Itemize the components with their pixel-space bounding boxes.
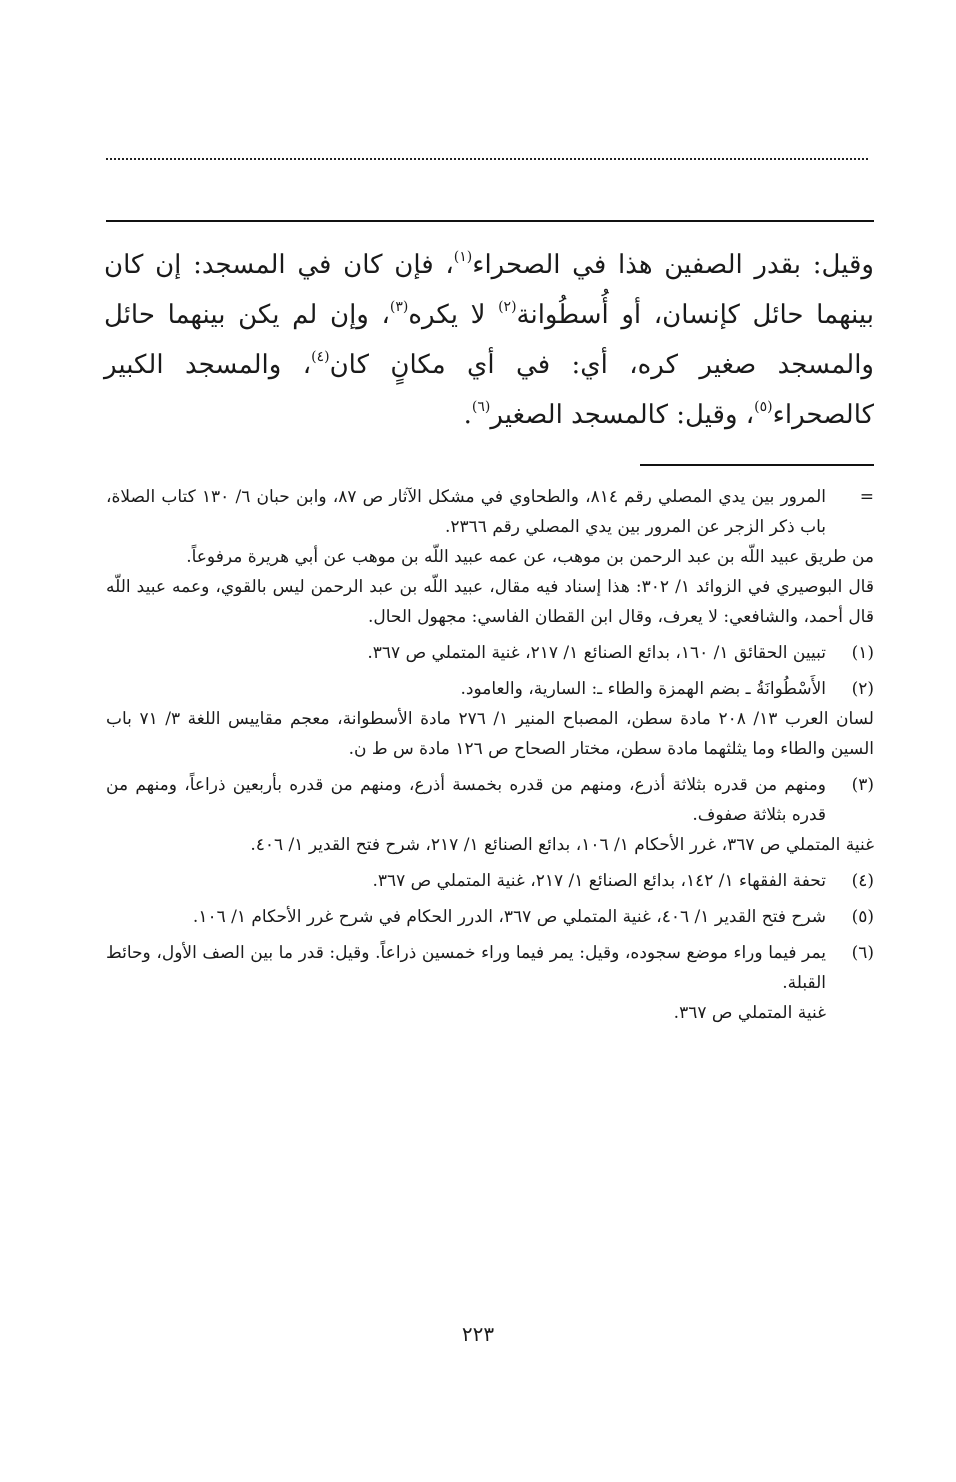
main-text-part: ، وقيل: كالمسجد الصغير [490, 400, 755, 430]
footnote-number: (٦) [851, 943, 874, 963]
main-text-part: ، فإن كان في المسجد: إن كان بينهما حائل كإنسان، أو أُسطُوانة [104, 250, 874, 330]
footnote-text: المرور بين يدي المصلي رقم ٨١٤، والطحاوي في مشكل الآثار ص ٨٧، وابن حبان ٦/ ١٣٠ كتاب الصلاة، باب ذكر الزجر عن المرور بين يدي المصلي رقم ٢٣٦٦. [106, 487, 826, 537]
main-text-part: وقيل: بقدر الصفين هذا في الصحراء [472, 250, 874, 280]
footnote-number: (٢) [851, 679, 874, 699]
footnote-text: لسان العرب ١٣/ ٢٠٨ مادة سطن، المصباح المنير ١/ ٢٧٦ مادة الأسطوانة، معجم مقاييس اللغة ٣/ ٧١ باب السين والطاء وما يثلثهما مادة سطن، مختار الصحاح ص ١٢٦ مادة س ط ن. [106, 709, 874, 759]
footnote-ref-3: (٣) [389, 299, 409, 315]
footnote-ref-4: (٤) [311, 349, 330, 365]
main-text-part: ، والمسجد الكبير كالصحراء [104, 350, 874, 430]
footnote-ref-2: (٢) [498, 299, 517, 315]
footnote-4 [106, 866, 874, 896]
footnotes [106, 482, 874, 1034]
main-text-part: ، وإن لم يكن بينهما حائل والمسجد صغير كره، أي: في أي مكانٍ كان [104, 300, 874, 380]
footnote-3 [106, 770, 874, 860]
footnote-text: من طريق عبيد اللّه بن عبد الرحمن بن موهب، عن عمه عبيد اللّه بن موهب عن أبي هريرة مرفوعاً. [186, 547, 874, 567]
footnote-5 [106, 902, 874, 932]
footnote-ref-5: (٥) [754, 399, 773, 415]
footnote-text: تبيين الحقائق ١/ ١٦٠، بدائع الصنائع ١/ ٢١٧، غنية المتملي ص ٣٦٧. [367, 643, 826, 663]
footnote-text: يمر فيما وراء موضع سجوده، وقيل: يمر فيما وراء خمسين ذراعاً. وقيل: قدر ما بين الصف الأول، وحائط القبلة. [106, 943, 826, 993]
footnote-text: غنية المتملي ص ٣٦٧، غرر الأحكام ١/ ١٠٦، بدائع الصنائع ١/ ٢١٧، شرح فتح القدير ١/ ٤٠٦. [250, 835, 874, 855]
footnote-text: الأَسْطُوانَةُ ـ بضم الهمزة والطاء ـ: السارية، والعامود. [460, 679, 826, 699]
main-text-part: لا يكره [408, 300, 499, 330]
main-paragraph [104, 240, 874, 440]
main-text-part: . [463, 400, 472, 430]
top-rule [106, 220, 874, 222]
footnote-text: قال البوصيري في الزوائد ١/ ٣٠٢: هذا إسناد فيه مقال، عبيد اللّه بن عبد الرحمن ليس بالقوي، وعمه عبيد اللّه قال أحمد، والشافعي: لا يعرف، وقال ابن القطان الفاسي: مجهول الحال. [106, 577, 874, 627]
main-text [104, 240, 874, 440]
continuation-mark: = [859, 487, 874, 507]
footnote-text: شرح فتح القدير ١/ ٤٠٦، غنية المتملي ص ٣٦٧، الدرر الحكام في شرح غرر الأحكام ١/ ١٠٦. [192, 907, 826, 927]
page-number: ٢٢٣ [461, 1322, 495, 1346]
footnote-text: غنية المتملي ص ٣٦٧. [673, 1003, 826, 1023]
footnote-continued [106, 482, 874, 632]
footnote-1 [106, 638, 874, 668]
footnote-number: (١) [851, 643, 874, 663]
footnote-number: (٣) [851, 775, 874, 795]
footnote-text: تحفة الفقهاء ١/ ١٤٢، بدائع الصنائع ١/ ٢١٧، غنية المتملي ص ٣٦٧. [372, 871, 826, 891]
footnote-ref-1: (١) [453, 249, 473, 265]
footnote-ref-6: (٦) [471, 399, 491, 415]
dotted-separator [106, 158, 868, 160]
footnote-2 [106, 674, 874, 764]
footnote-6 [106, 938, 874, 1028]
footnote-number: (٥) [851, 907, 874, 927]
footnote-rule [640, 464, 874, 466]
footnote-number: (٤) [851, 871, 874, 891]
footnote-text: ومنهم من قدره بثلاثة أذرع، ومنهم من قدره بخمسة أذرع، ومنهم من قدره بأربعين ذراعاً، ومنهم من قدره بثلاثة صفوف. [106, 775, 826, 825]
